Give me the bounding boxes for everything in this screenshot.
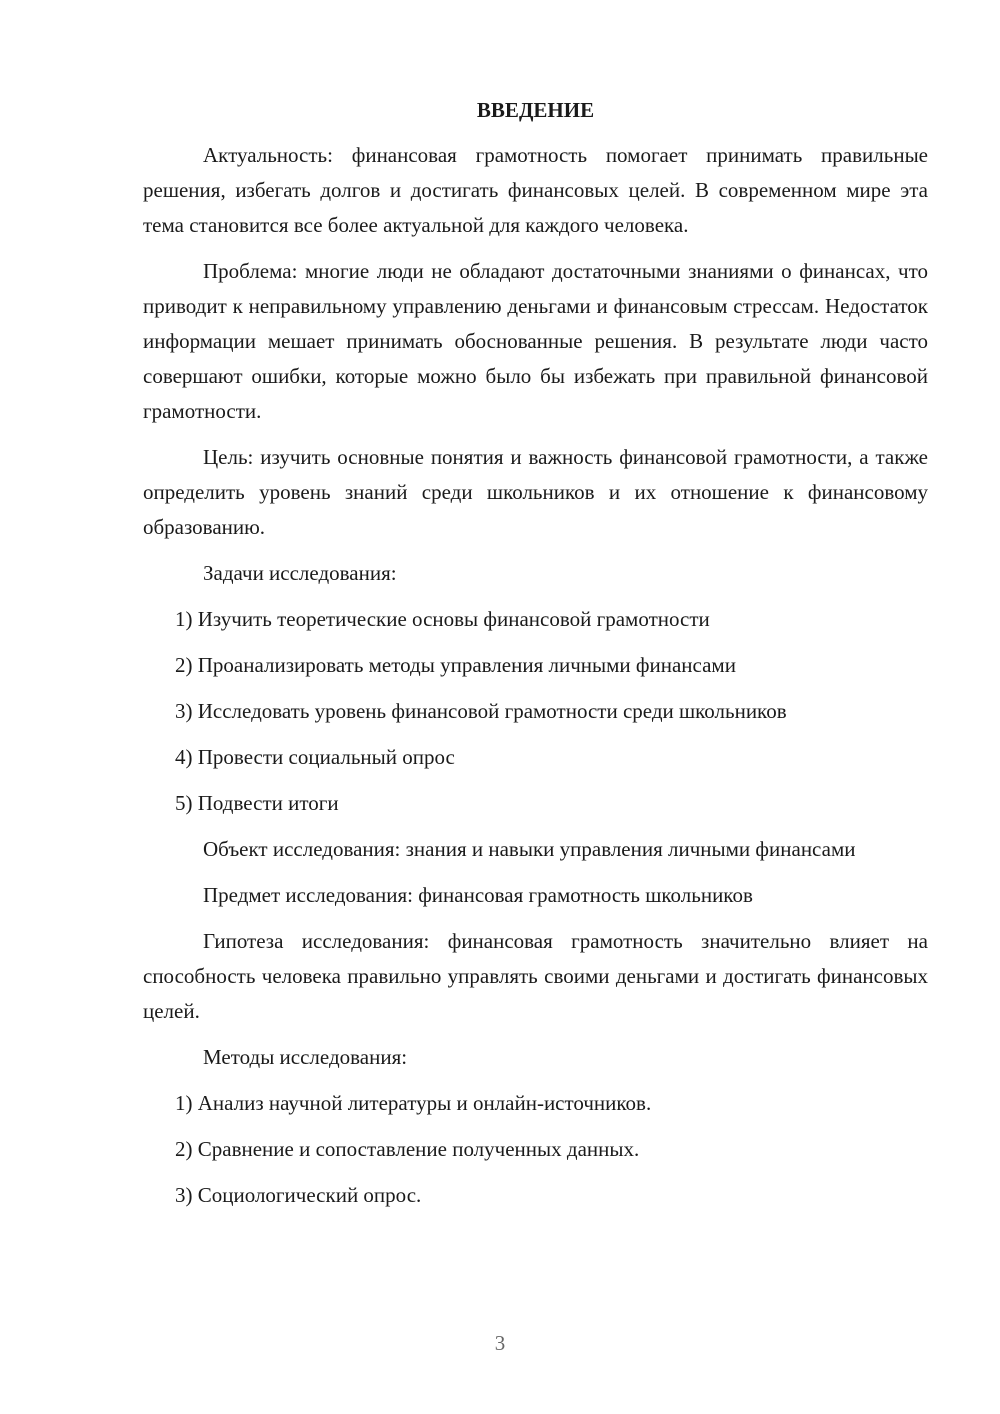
- list-item: 3) Социологический опрос.: [175, 1183, 422, 1207]
- methods-title: Методы исследования:: [203, 1045, 408, 1069]
- list-item: 1) Анализ научной литературы и онлайн-источников.: [175, 1091, 652, 1115]
- section-heading: ВВЕДЕНИЕ: [476, 98, 595, 122]
- paragraph-hypothesis: Гипотеза исследования: финансовая грамотность значительно влияет на способность человека правильно управлять своими деньгами и достигать финансовых целей.: [143, 929, 928, 1023]
- page-number: 3: [494, 1331, 506, 1355]
- list-item: 1) Изучить теоретические основы финансовой грамотности: [175, 607, 710, 631]
- paragraph-subject: Предмет исследования: финансовая грамотность школьников: [203, 883, 753, 907]
- paragraph-object: Объект исследования: знания и навыки управления личными финансами: [203, 837, 856, 861]
- list-item: 2) Сравнение и сопоставление полученных данных.: [175, 1137, 640, 1161]
- list-item: 5) Подвести итоги: [175, 791, 339, 815]
- paragraph-goal: Цель: изучить основные понятия и важность финансовой грамотности, а также определить уровень знаний среди школьников и их отношение к финансовому образованию.: [143, 445, 928, 539]
- list-item: 3) Исследовать уровень финансовой грамотности среди школьников: [175, 699, 787, 723]
- methods-list: [143, 1086, 928, 1213]
- paragraph-problem: Проблема: многие люди не обладают достаточными знаниями о финансах, что приводит к неправильному управлению деньгами и финансовым стрессам. Недостаток информации мешает принимать обоснованные решения. В результате люди часто совершают ошибки, которые можно было бы избежать при правильной финансовой грамотности.: [143, 259, 928, 423]
- tasks-title: Задачи исследования:: [203, 561, 397, 585]
- list-item: 4) Провести социальный опрос: [175, 745, 455, 769]
- paragraph-relevance: Актуальность: финансовая грамотность помогает принимать правильные решения, избегать долгов и достигать финансовых целей. В современном мире эта тема становится все более актуальной для каждого человека.: [143, 143, 928, 237]
- tasks-list: [143, 602, 928, 821]
- document-page: [143, 92, 928, 1224]
- list-item: 2) Проанализировать методы управления личными финансами: [175, 653, 736, 677]
